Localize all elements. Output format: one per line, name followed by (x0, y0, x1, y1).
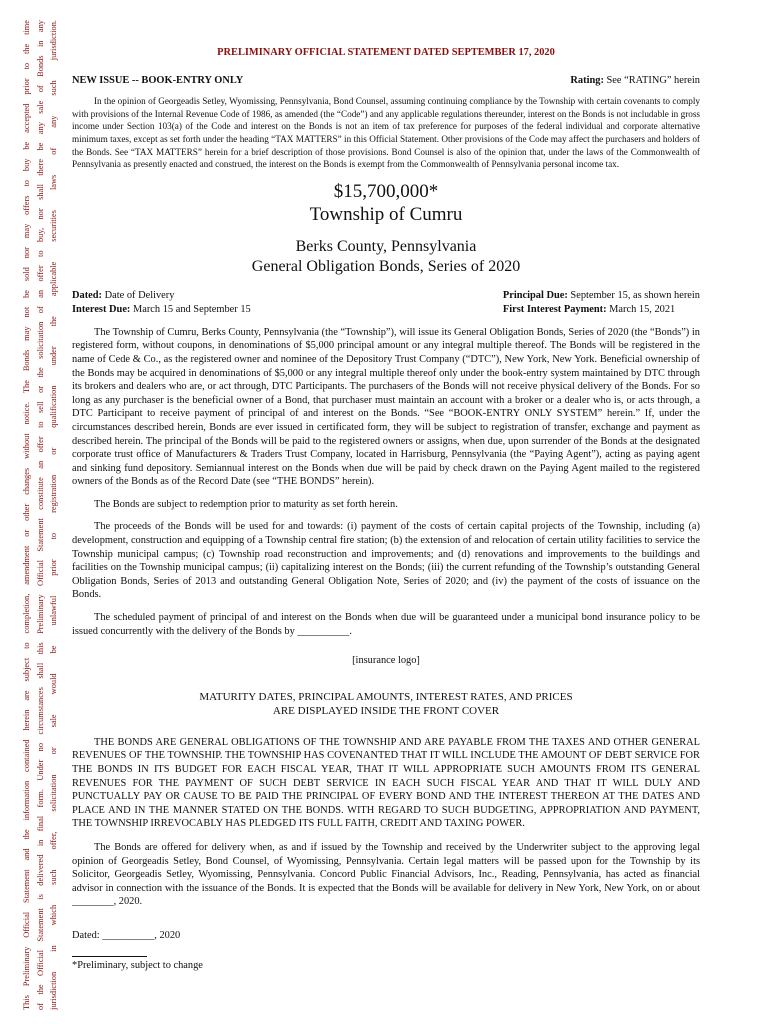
insurance-logo-placeholder: [insurance logo] (352, 655, 420, 667)
first-payment-value: March 15, 2021 (609, 303, 676, 315)
principal-due-value: September 15, as shown herein (570, 289, 700, 301)
maturity-notice (72, 690, 700, 718)
issue-rating-row (72, 74, 700, 88)
official-statement-page (72, 46, 700, 972)
interest-due-value: March 15 and September 15 (133, 303, 251, 315)
preliminary-footnote: *Preliminary, subject to change (72, 959, 203, 971)
key-dates (72, 289, 700, 317)
offering-paragraph: The Bonds are offered for delivery when, as and if issued by the Township and received by the Underwriter subject to the approving legal opinion of Georgeadis Setley, Bond Counsel, of Wyomissing, Pennsylvania. Certain legal matters will be passed upon for the Township by its Solicitor, Georgeadis Setley, Wyomissing, Pennsylvania. Concord Public Financial Advisors, Inc., Reading, Pennsylvania, has acted as financial advisor in connection with the issuance of the Bonds. It is expected that the Bonds will be available for delivery in New York, New York, on or about ________, 2020. (72, 841, 700, 908)
key-dates-right (503, 289, 700, 317)
issuer-name: Township of Cumru (309, 203, 463, 225)
first-payment-label: First Interest Payment: (502, 303, 607, 315)
disclaimer-line-3: jurisdiction in which such offer, solicitation or sale would be unlawful prior to registration or qualification under the applicable securities laws of any such jurisdiction. (49, 20, 58, 1010)
bond-amount: $15,700,000* (333, 180, 439, 202)
key-dates-left (72, 289, 251, 317)
principal-due-label: Principal Due: (502, 289, 568, 301)
disclaimer-line-2: of the Official Statement is delivered in final form. Under no circumstances shall this Preliminary Official Statement constitute an offer to sell or the solicitation of an offer to buy, nor shall there be any sale of Bonds in any (35, 20, 45, 1010)
principal-due-row (503, 289, 700, 303)
dated-row (72, 289, 251, 303)
first-payment-row (503, 303, 700, 317)
new-issue-label: NEW ISSUE -- BOOK-ENTRY ONLY (72, 74, 244, 86)
disclaimer-line-1: This Preliminary Official Statement and the information contained herein are subject to completion, amendment or other changes without notice. The Bonds may not be sold nor may offers to buy be accepted prior to the time (22, 20, 31, 1010)
maturity-line-2: ARE DISPLAYED INSIDE THE FRONT COVER (272, 704, 500, 717)
interest-due-row (72, 303, 251, 317)
bond-counsel-opinion: In the opinion of Georgeadis Setley, Wyomissing, Pennsylvania, Bond Counsel, assuming continuing compliance by the Township with certain covenants to comply with provisions of the Internal Revenue Code of 1986, as amended (the “Code”) and any applicable regulations thereunder, interest on the Bonds is not includable in gross income under Section 103(a) of the Code and interest on the Bonds is not an item of tax preference for purposes of the federal individual and corporate alternative minimum taxes, except as set forth under the heading “TAX MATTERS” in this Official Statement. Other provisions of the Code may affect the purchasers and holders of the Bonds. See “TAX MATTERS” herein for a brief description of those provisions. Bond Counsel is also of the opinion that, under the laws of the Commonwealth of Pennsylvania as presently enacted and construed, the interest on the Bonds is exempt from the Commonwealth of Pennsylvania personal income tax. (72, 96, 700, 170)
rating-text: See “RATING” herein (606, 74, 700, 86)
general-obligation-paragraph: THE BONDS ARE GENERAL OBLIGATIONS OF THE TOWNSHIP AND ARE PAYABLE FROM THE TAXES AND OTHER GENERAL REVENUES OF THE TOWNSHIP. THE TOWNSHIP HAS COVENANTED THAT IT WILL INCLUDE THE AMOUNT OF DEBT SERVICE FOR THE BONDS IN ITS BUDGET FOR EACH FISCAL YEAR, THAT IT WILL APPROPRIATE SUCH AMOUNTS FROM ITS GENERAL REVENUES FOR THE PAYMENT OF SUCH DEBT SERVICE IN EACH SUCH FISCAL YEAR AND THAT IT WILL DULY AND PUNCTUALLY PAY OR CAUSE TO BE PAID THE PRINCIPAL OF EVERY BOND AND THE INTEREST THEREON AT THE DATES AND PLACE AND IN THE MANNER STATED ON THE BONDS. WITH REGARD TO SUCH BUDGETING, APPROPRIATION AND PAYMENT, THE TOWNSHIP IRREVOCABLY HAS PLEDGED ITS FULL FAITH, CREDIT AND TAXING POWER. (72, 736, 700, 830)
proceeds-paragraph: The proceeds of the Bonds will be used for and towards: (i) payment of the costs of certain capital projects of the Township, including (a) development, construction and equipping of a Township central fire station; (b) the extension of and relocation of certain utility facilities to service the Township municipal campus; (c) Township road reconstruction and improvements; and (d) renovations and improvements to the buildings and facilities on the Township municipal campus; (ii) capitalizing interest on the Bonds; (iii) the current refunding of the Township’s outstanding General Obligation Bonds, Series of 2013 and outstanding General Obligation Note, Series of 2020; and (iv) the payment of the costs of issuance on the Bonds. (72, 521, 700, 601)
footnote-divider (72, 956, 147, 957)
preliminary-banner: PRELIMINARY OFFICIAL STATEMENT DATED SEPTEMBER 17, 2020 (217, 47, 555, 58)
bond-series: General Obligation Bonds, Series of 2020 (251, 257, 521, 275)
dated-label: Dated: (72, 289, 103, 301)
rating-block (570, 74, 700, 88)
maturity-line-1: MATURITY DATES, PRINCIPAL AMOUNTS, INTEREST RATES, AND PRICES (199, 690, 573, 703)
county-name: Berks County, Pennsylvania (295, 237, 477, 255)
bonds-description-paragraph: The Township of Cumru, Berks County, Pennsylvania (the “Township”), will issue its General Obligation Bonds, Series of 2020 (the “Bonds”) in registered form, without coupons, in denominations of $5,000 principal amount or any integral multiple thereof. The Bonds will be registered in the name of Cede & Co., as the registered owner and nominee of the Depository Trust Company (“DTC”), New York, New York. Beneficial ownership of the Bonds may be acquired in denominations of $5,000 or any integral multiple thereof only under the book-entry system maintained by DTC through its brokers and dealers who are, or act through, DTC Participants. The purchasers of the Bonds will not receive physical delivery of the Bonds. For so long as any purchaser is the beneficial owner of a Bond, that purchaser must maintain an account with a broker or a dealer who is, or acts through, a DTC Participant to receive payment of principal of and interest on the Bonds. “See “BOOK-ENTRY ONLY SYSTEM” herein.” If, under the circumstances described herein, Bonds are ever issued in certificated form, they will be subject to registration of transfer, exchange and payment as described herein. The principal of the Bonds will be paid to the registered owners or assigns, when due, upon surrender of the Bonds at the designated corporate trust office of Manufacturers & Traders Trust Company, located in Harrisburg, Pennsylvania (the “Paying Agent”), acting as paying agent and sinking fund depository. Semiannual interest on the Bonds when due will be paid by check drawn on the Paying Agent mailed to the registered owners of the Bonds as of the Record Date (see “THE BONDS” herein). (72, 326, 700, 488)
rating-label: Rating: (570, 74, 604, 86)
interest-due-label: Interest Due: (72, 303, 131, 315)
disclaimer-text (20, 20, 62, 1010)
insurance-paragraph: The scheduled payment of principal of and interest on the Bonds when due will be guaranteed under a municipal bond insurance policy to be issued concurrently with the delivery of the Bonds by __________. (72, 612, 700, 637)
disclaimer-sidebar (20, 20, 62, 1010)
dated-value: Date of Delivery (104, 289, 175, 301)
redemption-paragraph: The Bonds are subject to redemption prior to maturity as set forth herein. (94, 498, 398, 510)
dated-signature-line: Dated: __________, 2020 (72, 929, 181, 941)
